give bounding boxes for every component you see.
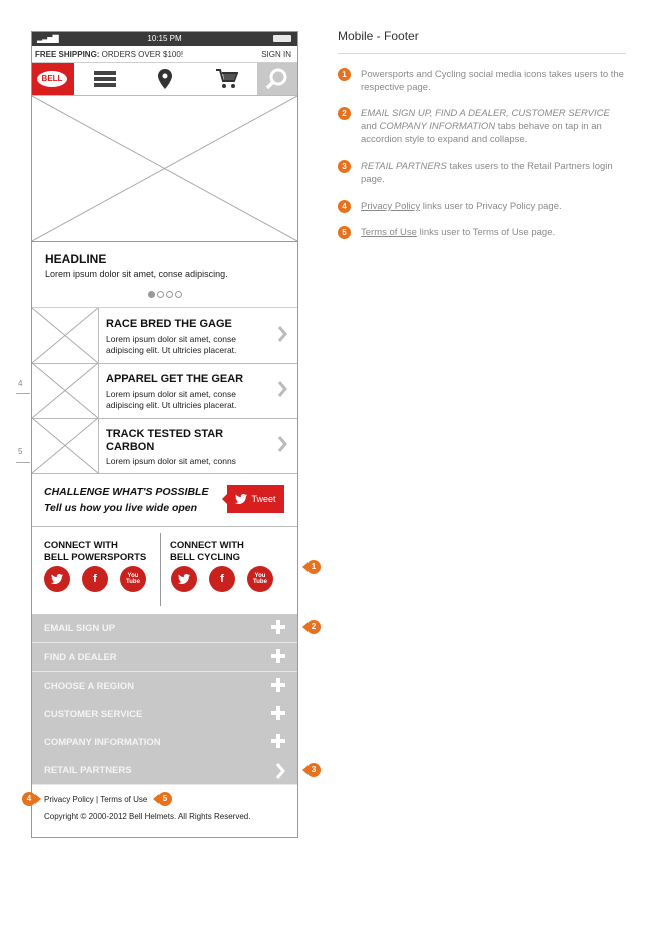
promo-desc: Lorem ipsum dolor sit amet, conse adipiscing elit. Ut ultricies placerat. <box>106 389 237 410</box>
callout-2: 2 <box>302 620 321 634</box>
menu-icon[interactable] <box>85 63 125 95</box>
plus-icon <box>271 649 285 663</box>
location-pin-icon[interactable] <box>145 63 185 95</box>
callout-5: 5 <box>153 792 172 806</box>
side-tick-5 <box>16 462 30 463</box>
social-connect <box>32 527 297 613</box>
retail-partners-link[interactable] <box>32 756 297 785</box>
side-mark-5: 5 <box>18 447 23 456</box>
tweet-button-label: Tweet <box>251 494 276 504</box>
powersports-twitter-icon[interactable] <box>44 566 70 592</box>
note-number: 1 <box>338 68 351 81</box>
legal-separator: | <box>93 795 101 804</box>
accordion-label: RETAIL PARTNERS <box>44 765 132 776</box>
notes-divider <box>338 53 626 54</box>
note-number: 4 <box>338 200 351 213</box>
battery-icon <box>273 35 291 42</box>
promo-thumbnail <box>32 418 99 473</box>
connect-cycling-title: CONNECT WITH BELL CYCLING <box>170 540 244 563</box>
cycling-facebook-icon[interactable]: f <box>209 566 235 592</box>
promo-thumbnail <box>32 308 99 363</box>
plus-icon <box>271 706 285 720</box>
status-bar <box>32 32 297 46</box>
accordion-label: EMAIL SIGN UP <box>44 623 116 634</box>
note-text: EMAIL SIGN UP, FIND A DEALER, CUSTOMER SERVICE and COMPANY INFORMATION tabs behave on tap in an accordion style to expand and collapse. <box>361 108 610 145</box>
note-number: 2 <box>338 107 351 120</box>
copyright-text: Copyright © 2000-2012 Bell Helmets. All Rights Reserved. <box>44 812 251 821</box>
privacy-policy-link[interactable]: Privacy Policy <box>44 795 94 804</box>
promo-race-bred[interactable] <box>32 308 297 364</box>
accordion-choose-a-region[interactable] <box>32 672 297 701</box>
hero-image-placeholder[interactable] <box>32 96 297 242</box>
status-time: 10:15 PM <box>147 34 182 43</box>
shipping-bar <box>32 46 297 63</box>
twitter-bird-icon <box>235 494 247 504</box>
nav-bar <box>32 63 297 96</box>
note-text: RETAIL PARTNERS takes users to the Retail Partners login page. <box>361 161 613 185</box>
side-mark-4: 4 <box>18 379 23 388</box>
note-text: Powersports and Cycling social media icons takes users to the respective page. <box>361 69 624 93</box>
plus-icon <box>271 734 285 748</box>
accordion-label: COMPANY INFORMATION <box>44 737 161 748</box>
sign-in-link[interactable]: SIGN IN <box>261 50 291 59</box>
note-text: Terms of Use links user to Terms of Use page. <box>361 227 556 238</box>
carousel-dot[interactable] <box>157 291 164 298</box>
promo-desc: Lorem ipsum dolor sit amet, conse adipiscing elit. Ut ultricies placerat. <box>106 334 237 355</box>
promo-title: RACE BRED THE GAGE <box>106 318 232 330</box>
connect-powersports-title: CONNECT WITH BELL POWERSPORTS <box>44 540 147 563</box>
note-number: 3 <box>338 160 351 173</box>
cart-icon[interactable] <box>207 63 247 95</box>
promo-desc: Lorem ipsum dolor sit amet, conns <box>106 456 236 466</box>
connect-divider <box>160 533 161 606</box>
search-button[interactable] <box>257 63 297 95</box>
hero-caption <box>32 241 297 308</box>
accordion-customer-service[interactable] <box>32 700 297 729</box>
search-icon <box>266 68 288 90</box>
note-number: 5 <box>338 226 351 239</box>
promo-thumbnail <box>32 363 99 418</box>
legal-links <box>44 795 147 804</box>
carousel-dot[interactable] <box>166 291 173 298</box>
accordion-company-information[interactable] <box>32 728 297 757</box>
carousel-dot[interactable] <box>148 291 155 298</box>
phone-wireframe <box>31 31 298 838</box>
accordion-find-a-dealer[interactable] <box>32 643 297 672</box>
powersports-youtube-icon[interactable]: You Tube <box>120 566 146 592</box>
note-terms-link[interactable]: Terms of Use <box>361 227 417 238</box>
plus-icon <box>271 678 285 692</box>
carousel-dots[interactable] <box>32 291 297 298</box>
tweet-promo <box>32 473 297 527</box>
notes-title: Mobile - Footer <box>338 29 419 43</box>
chevron-right-icon <box>277 381 287 397</box>
cycling-youtube-icon[interactable]: You Tube <box>247 566 273 592</box>
signal-icon: ▂▃▅▇ <box>37 34 58 43</box>
tweet-subline: Tell us how you live wide open <box>44 502 198 514</box>
chevron-right-icon <box>275 763 285 779</box>
accordion-label: FIND A DEALER <box>44 652 117 663</box>
bell-logo[interactable] <box>32 63 74 95</box>
promo-track-tested[interactable] <box>32 418 297 474</box>
side-tick-4 <box>16 393 30 394</box>
callout-1: 1 <box>302 560 321 574</box>
powersports-facebook-icon[interactable]: f <box>82 566 108 592</box>
hero-headline: HEADLINE <box>45 252 107 266</box>
callout-4: 4 <box>22 792 41 806</box>
shipping-message: FREE SHIPPING: ORDERS OVER $100! <box>35 50 184 59</box>
promo-apparel[interactable] <box>32 363 297 419</box>
chevron-right-icon <box>277 326 287 342</box>
cycling-twitter-icon[interactable] <box>171 566 197 592</box>
carousel-dot[interactable] <box>175 291 182 298</box>
tweet-button[interactable] <box>227 485 284 513</box>
tweet-headline: CHALLENGE WHAT'S POSSIBLE <box>44 486 209 498</box>
terms-of-use-link[interactable]: Terms of Use <box>100 795 148 804</box>
accordion-email-sign-up[interactable] <box>32 614 297 643</box>
accordion-label: CUSTOMER SERVICE <box>44 709 143 720</box>
note-privacy-link[interactable]: Privacy Policy <box>361 201 421 212</box>
callout-3: 3 <box>302 763 321 777</box>
hero-text: Lorem ipsum dolor sit amet, conse adipiscing. <box>45 269 228 279</box>
logo-text: BELL <box>37 71 67 87</box>
chevron-right-icon <box>277 436 287 452</box>
accordion-label: CHOOSE A REGION <box>44 681 135 692</box>
note-text: Privacy Policy links user to Privacy Policy page. <box>361 201 562 212</box>
promo-title: TRACK TESTED STAR CARBON <box>106 428 224 453</box>
plus-icon <box>271 620 285 634</box>
promo-title: APPAREL GET THE GEAR <box>106 373 244 385</box>
